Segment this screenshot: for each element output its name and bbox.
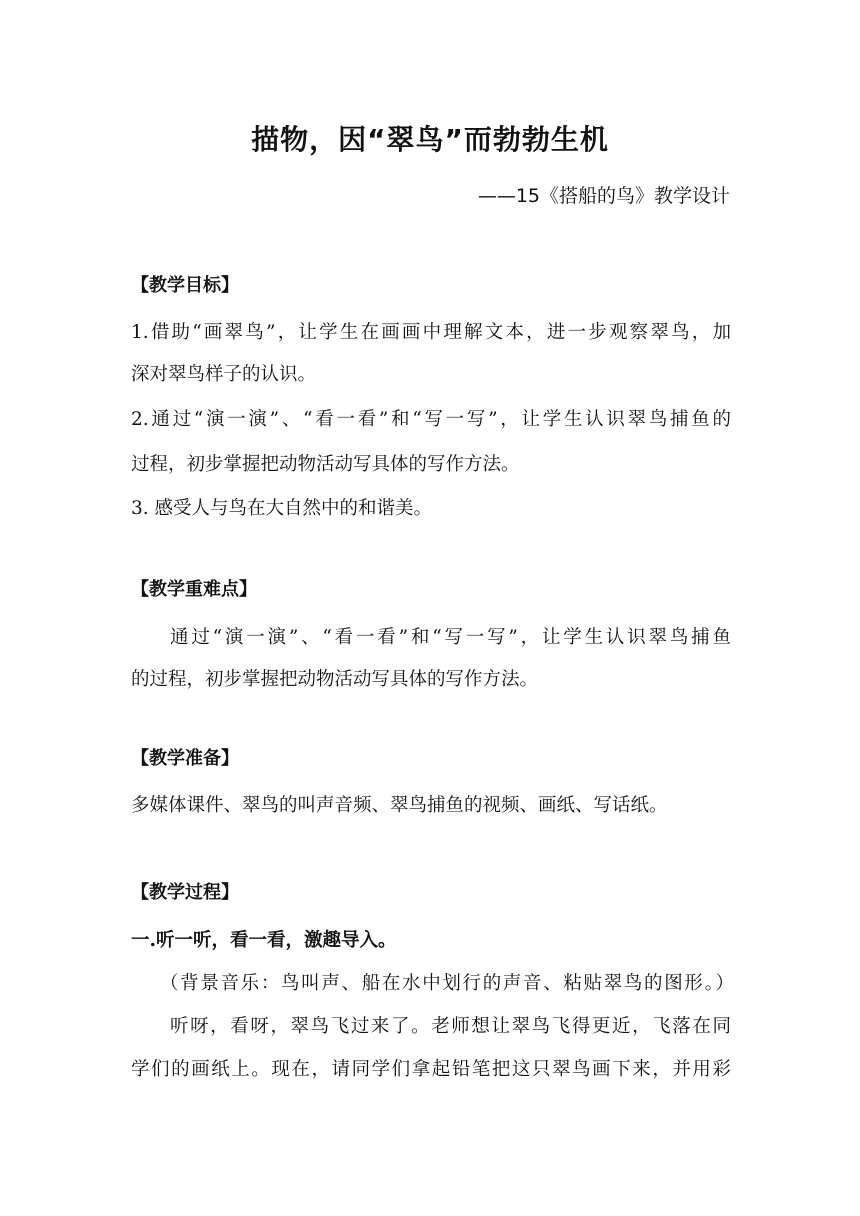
process-line-3: 学们的画纸上。现在，请同学们拿起铅笔把这只翠鸟画下来，并用彩	[131, 1059, 731, 1080]
section-heading-key-points: 【教学重难点】	[131, 579, 257, 600]
key-points-line-1: 通过“演一演”、“看一看”和“写一写”，让学生认识翠鸟捕鱼	[170, 627, 731, 648]
process-line-1: （背景音乐：鸟叫声、船在水中划行的声音、粘贴翠鸟的图形。）	[160, 973, 734, 994]
process-step-1-title: 一.听一听，看一看，激趣导入。	[131, 930, 397, 951]
section-heading-process: 【教学过程】	[131, 882, 239, 903]
document-subtitle: ——15《搭船的鸟》教学设计	[477, 185, 730, 207]
section-heading-preparation: 【教学准备】	[131, 748, 239, 769]
objectives-line-2: 深对翠鸟样子的认识。	[131, 364, 317, 385]
section-heading-objectives: 【教学目标】	[131, 275, 239, 296]
objectives-line-5: 3. 感受人与鸟在大自然中的和谐美。	[131, 498, 433, 519]
process-line-2: 听呀，看呀，翠鸟飞过来了。老师想让翠鸟飞得更近，飞落在同	[170, 1016, 731, 1037]
objectives-line-3: 2.通过“演一演”、“看一看”和“写一写”，让学生认识翠鸟捕鱼的	[131, 409, 731, 430]
objectives-line-1: 1.借助“画翠鸟”，让学生在画画中理解文本，进一步观察翠鸟，加	[131, 322, 731, 343]
document-title: 描物，因“翠鸟”而勃勃生机	[251, 123, 609, 156]
objectives-line-4: 过程，初步掌握把动物活动写具体的写作方法。	[131, 454, 520, 475]
key-points-line-2: 的过程，初步掌握把动物活动写具体的写作方法。	[131, 669, 539, 690]
preparation-line-1: 多媒体课件、翠鸟的叫声音频、翠鸟捕鱼的视频、画纸、写话纸。	[131, 795, 668, 816]
